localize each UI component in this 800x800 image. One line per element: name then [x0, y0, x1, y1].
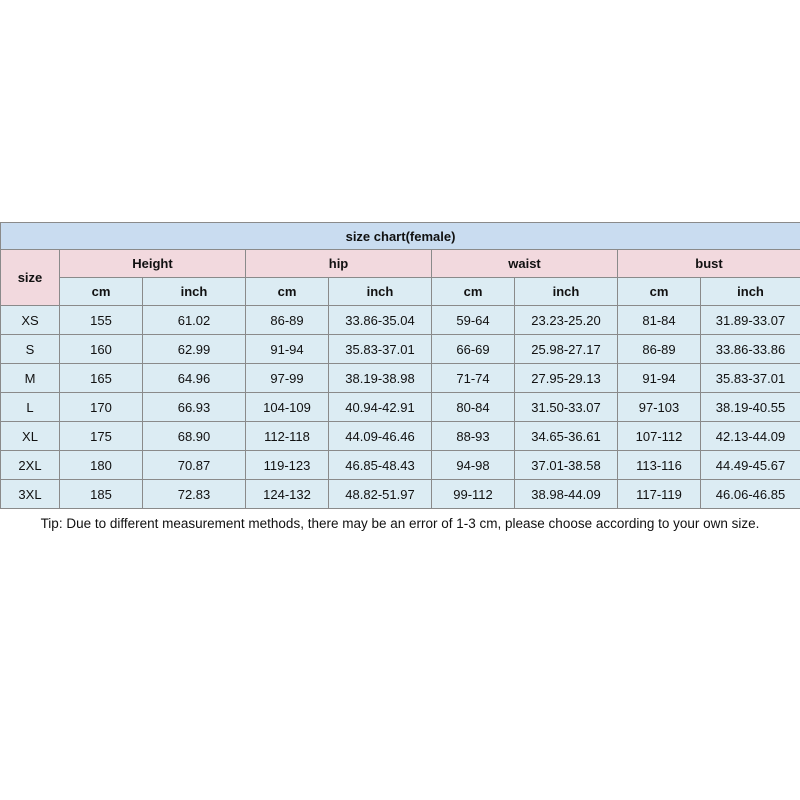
group-header-bust: bust: [618, 250, 800, 278]
cell-bust-inch: 38.19-40.55: [701, 393, 800, 422]
cell-waist-cm: 66-69: [432, 335, 515, 364]
unit-header-height-cm: cm: [60, 278, 143, 306]
cell-hip-cm: 124-132: [246, 480, 329, 509]
size-label-cell: XL: [1, 422, 60, 451]
cell-hip-inch: 33.86-35.04: [329, 306, 432, 335]
cell-height-cm: 175: [60, 422, 143, 451]
size-label-cell: XS: [1, 306, 60, 335]
cell-waist-cm: 94-98: [432, 451, 515, 480]
unit-header-height-inch: inch: [143, 278, 246, 306]
table-row: [1, 364, 800, 393]
cell-hip-inch: 40.94-42.91: [329, 393, 432, 422]
size-label-cell: L: [1, 393, 60, 422]
cell-waist-cm: 71-74: [432, 364, 515, 393]
unit-header-waist-inch: inch: [515, 278, 618, 306]
cell-waist-cm: 88-93: [432, 422, 515, 451]
cell-height-inch: 72.83: [143, 480, 246, 509]
cell-waist-inch: 31.50-33.07: [515, 393, 618, 422]
cell-waist-cm: 80-84: [432, 393, 515, 422]
cell-hip-inch: 35.83-37.01: [329, 335, 432, 364]
table-title: size chart(female): [1, 223, 800, 250]
cell-height-cm: 160: [60, 335, 143, 364]
cell-waist-inch: 27.95-29.13: [515, 364, 618, 393]
group-header-height: Height: [60, 250, 246, 278]
cell-bust-cm: 117-119: [618, 480, 701, 509]
cell-hip-inch: 48.82-51.97: [329, 480, 432, 509]
table-row: [1, 335, 800, 364]
size-chart-table: [0, 222, 800, 509]
cell-height-inch: 62.99: [143, 335, 246, 364]
table-row: [1, 451, 800, 480]
cell-bust-cm: 107-112: [618, 422, 701, 451]
cell-bust-inch: 46.06-46.85: [701, 480, 800, 509]
cell-bust-cm: 86-89: [618, 335, 701, 364]
cell-hip-cm: 112-118: [246, 422, 329, 451]
unit-header-hip-cm: cm: [246, 278, 329, 306]
cell-height-inch: 61.02: [143, 306, 246, 335]
cell-waist-inch: 37.01-38.58: [515, 451, 618, 480]
cell-height-inch: 70.87: [143, 451, 246, 480]
cell-hip-inch: 46.85-48.43: [329, 451, 432, 480]
cell-bust-inch: 31.89-33.07: [701, 306, 800, 335]
cell-height-inch: 66.93: [143, 393, 246, 422]
cell-height-cm: 180: [60, 451, 143, 480]
cell-bust-cm: 81-84: [618, 306, 701, 335]
table-row: [1, 422, 800, 451]
cell-bust-inch: 35.83-37.01: [701, 364, 800, 393]
cell-hip-cm: 86-89: [246, 306, 329, 335]
size-label-cell: M: [1, 364, 60, 393]
cell-height-inch: 68.90: [143, 422, 246, 451]
size-label-cell: S: [1, 335, 60, 364]
group-header-waist: waist: [432, 250, 618, 278]
cell-height-cm: 165: [60, 364, 143, 393]
cell-bust-inch: 33.86-33.86: [701, 335, 800, 364]
cell-height-inch: 64.96: [143, 364, 246, 393]
cell-height-cm: 185: [60, 480, 143, 509]
unit-header-waist-cm: cm: [432, 278, 515, 306]
cell-waist-inch: 23.23-25.20: [515, 306, 618, 335]
cell-bust-inch: 44.49-45.67: [701, 451, 800, 480]
cell-hip-inch: 38.19-38.98: [329, 364, 432, 393]
unit-header-hip-inch: inch: [329, 278, 432, 306]
cell-hip-cm: 119-123: [246, 451, 329, 480]
cell-height-cm: 155: [60, 306, 143, 335]
table-row: [1, 480, 800, 509]
cell-waist-inch: 38.98-44.09: [515, 480, 618, 509]
size-column-header: size: [1, 250, 60, 306]
cell-hip-cm: 97-99: [246, 364, 329, 393]
cell-bust-inch: 42.13-44.09: [701, 422, 800, 451]
cell-height-cm: 170: [60, 393, 143, 422]
cell-waist-cm: 99-112: [432, 480, 515, 509]
cell-waist-inch: 34.65-36.61: [515, 422, 618, 451]
size-label-cell: 2XL: [1, 451, 60, 480]
measurement-tip: Tip: Due to different measurement methods, there may be an error of 1-3 cm, please choose according to your own size.: [40, 516, 760, 531]
cell-bust-cm: 97-103: [618, 393, 701, 422]
group-header-hip: hip: [246, 250, 432, 278]
unit-header-bust-inch: inch: [701, 278, 800, 306]
table-row: [1, 306, 800, 335]
size-label-cell: 3XL: [1, 480, 60, 509]
cell-bust-cm: 91-94: [618, 364, 701, 393]
table-row: [1, 393, 800, 422]
unit-header-bust-cm: cm: [618, 278, 701, 306]
cell-waist-cm: 59-64: [432, 306, 515, 335]
cell-hip-cm: 104-109: [246, 393, 329, 422]
cell-hip-cm: 91-94: [246, 335, 329, 364]
cell-waist-inch: 25.98-27.17: [515, 335, 618, 364]
cell-bust-cm: 113-116: [618, 451, 701, 480]
size-chart: [0, 222, 800, 509]
cell-hip-inch: 44.09-46.46: [329, 422, 432, 451]
